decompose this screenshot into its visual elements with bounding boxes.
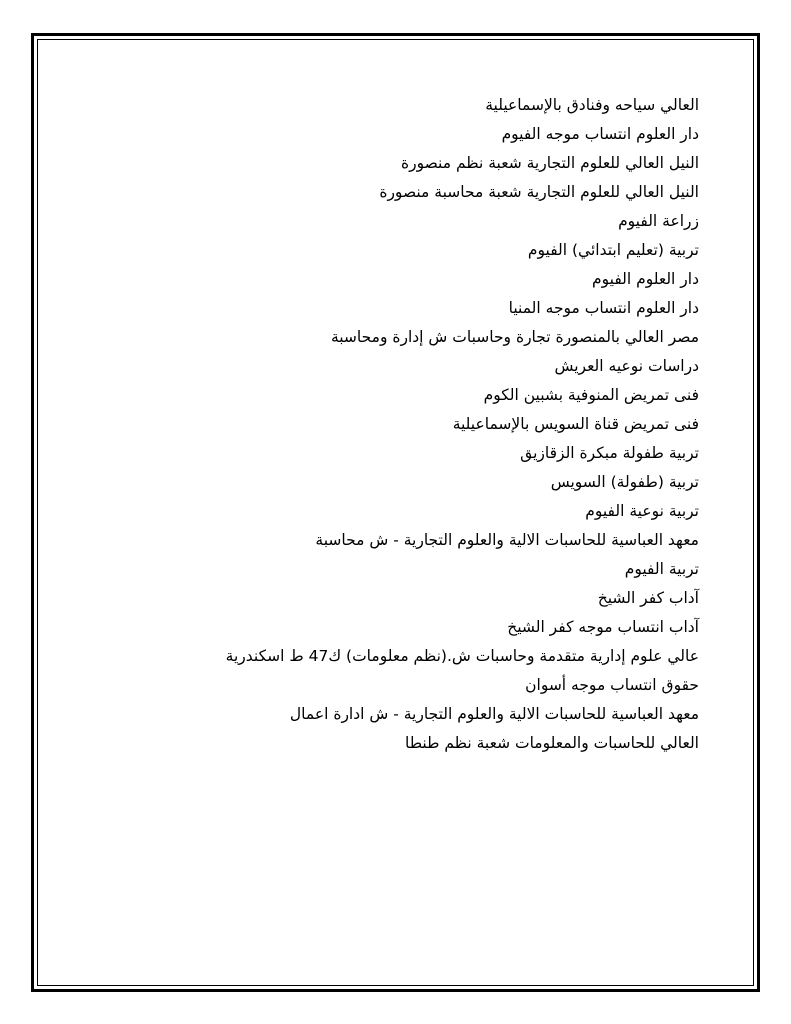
list-item: مصر العالي بالمنصورة تجارة وحاسبات ش إدارة ومحاسبة	[330, 328, 699, 346]
list-item: العالي سياحه وفنادق بالإسماعيلية	[485, 96, 699, 114]
institution-list	[99, 91, 699, 758]
list-item: النيل العالي للعلوم التجارية شعبة محاسبة منصورة	[379, 183, 699, 201]
list-item: العالي للحاسبات والمعلومات شعبة نظم طنطا	[404, 734, 699, 752]
list-item: دار العلوم انتساب موجه الفيوم	[501, 125, 699, 143]
list-item: فنى تمريض قناة السويس بالإسماعيلية	[452, 415, 699, 433]
list-item: معهد العباسية للحاسبات الالية والعلوم التجارية - ش محاسبة	[315, 531, 699, 549]
list-item: تربية (طفولة) السويس	[550, 473, 699, 491]
list-item: معهد العباسية للحاسبات الالية والعلوم التجارية - ش ادارة اعمال	[289, 705, 699, 723]
list-item: دار العلوم انتساب موجه المنيا	[508, 299, 699, 317]
list-item: تربية نوعية الفيوم	[585, 502, 699, 520]
list-item: آداب كفر الشيخ	[597, 589, 699, 607]
list-item: دراسات نوعيه العريش	[554, 357, 699, 375]
list-item: حقوق انتساب موجه أسوان	[525, 676, 699, 694]
list-item: تربية طفولة مبكرة الزقازيق	[520, 444, 699, 462]
list-item: فنى تمريض المنوفية بشبين الكوم	[483, 386, 699, 404]
list-item: عالي علوم إدارية متقدمة وحاسبات ش.(نظم معلومات) ك47 ط اسكندرية	[225, 647, 699, 665]
list-item: زراعة الفيوم	[618, 212, 699, 230]
list-item: تربية الفيوم	[624, 560, 699, 578]
list-item: النيل العالي للعلوم التجارية شعبة نظم منصورة	[401, 154, 699, 172]
list-item: دار العلوم الفيوم	[592, 270, 699, 288]
list-item: آداب انتساب موجه كفر الشيخ	[507, 618, 699, 636]
list-item: تربية (تعليم ابتدائي) الفيوم	[527, 241, 699, 259]
